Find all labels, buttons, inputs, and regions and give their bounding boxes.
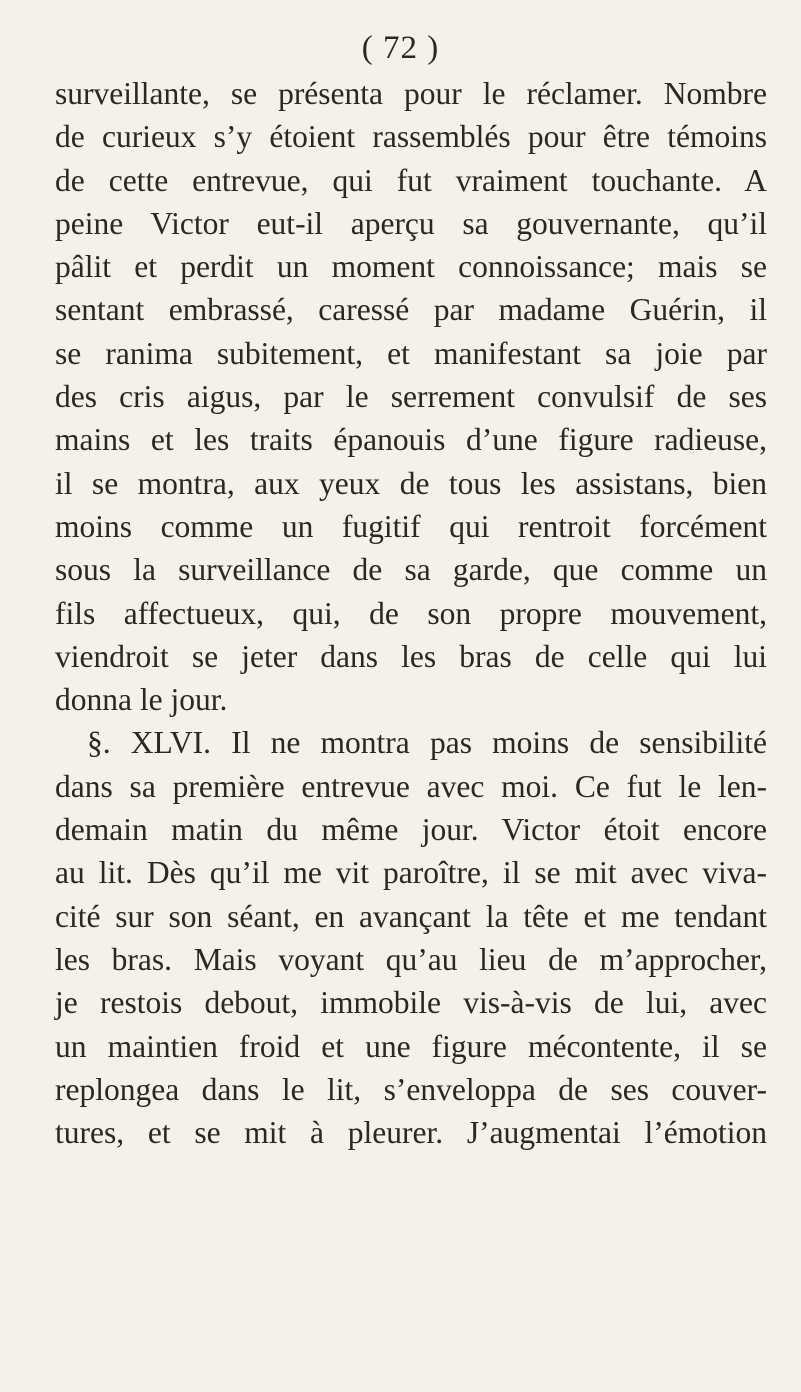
text-line: tures, et se mit à pleurer. J’augmentai l’émotion: [55, 1115, 767, 1151]
text-line: sentant embrassé, caressé par madame Guérin, il: [55, 292, 767, 328]
text-line: au lit. Dès qu’il me vit paroître, il se mit avec viva-: [55, 855, 767, 891]
text-line: mains et les traits épanouis d’une figure radieuse,: [55, 422, 767, 458]
text-line: un maintien froid et une figure mécontente, il se: [55, 1028, 767, 1064]
text-line: surveillante, se présenta pour le réclamer. Nombre: [55, 76, 767, 111]
text-line: je restois debout, immobile vis-à-vis de lui, avec: [55, 985, 767, 1021]
section-heading-line: §. XLVI. Il ne montra pas moins de sensibilité: [87, 725, 767, 761]
text-line: sous la surveillance de sa garde, que comme un: [55, 552, 767, 588]
text-line: donna le jour.: [55, 682, 228, 718]
text-line: pâlit et perdit un moment connoissance; mais se: [55, 249, 767, 285]
text-line: de curieux s’y étoient rassemblés pour être témoins: [55, 119, 767, 155]
text-line: demain matin du même jour. Victor étoit encore: [55, 812, 767, 848]
body-text: [55, 72, 767, 1154]
text-line: des cris aigus, par le serrement convulsif de ses: [55, 379, 767, 415]
text-line: cité sur son séant, en avançant la tête et me tendant: [55, 898, 767, 934]
page-number: ( 72 ): [361, 30, 440, 66]
text-line: replongea dans le lit, s’enveloppa de ses couver-: [55, 1071, 767, 1107]
text-line: dans sa première entrevue avec moi. Ce fut le len-: [55, 768, 767, 804]
text-line: moins comme un fugitif qui rentroit forcément: [55, 508, 767, 544]
text-line: peine Victor eut-il aperçu sa gouvernante, qu’il: [55, 205, 767, 241]
text-line: de cette entrevue, qui fut vraiment touchante. A: [55, 162, 767, 198]
text-line: fils affectueux, qui, de son propre mouvement,: [55, 595, 767, 631]
text-line: viendroit se jeter dans les bras de celle qui lui: [55, 638, 767, 674]
text-line: les bras. Mais voyant qu’au lieu de m’approcher,: [55, 941, 767, 977]
text-line: se ranima subitement, et manifestant sa joie par: [55, 335, 767, 371]
text-line: il se montra, aux yeux de tous les assistans, bien: [55, 465, 767, 501]
